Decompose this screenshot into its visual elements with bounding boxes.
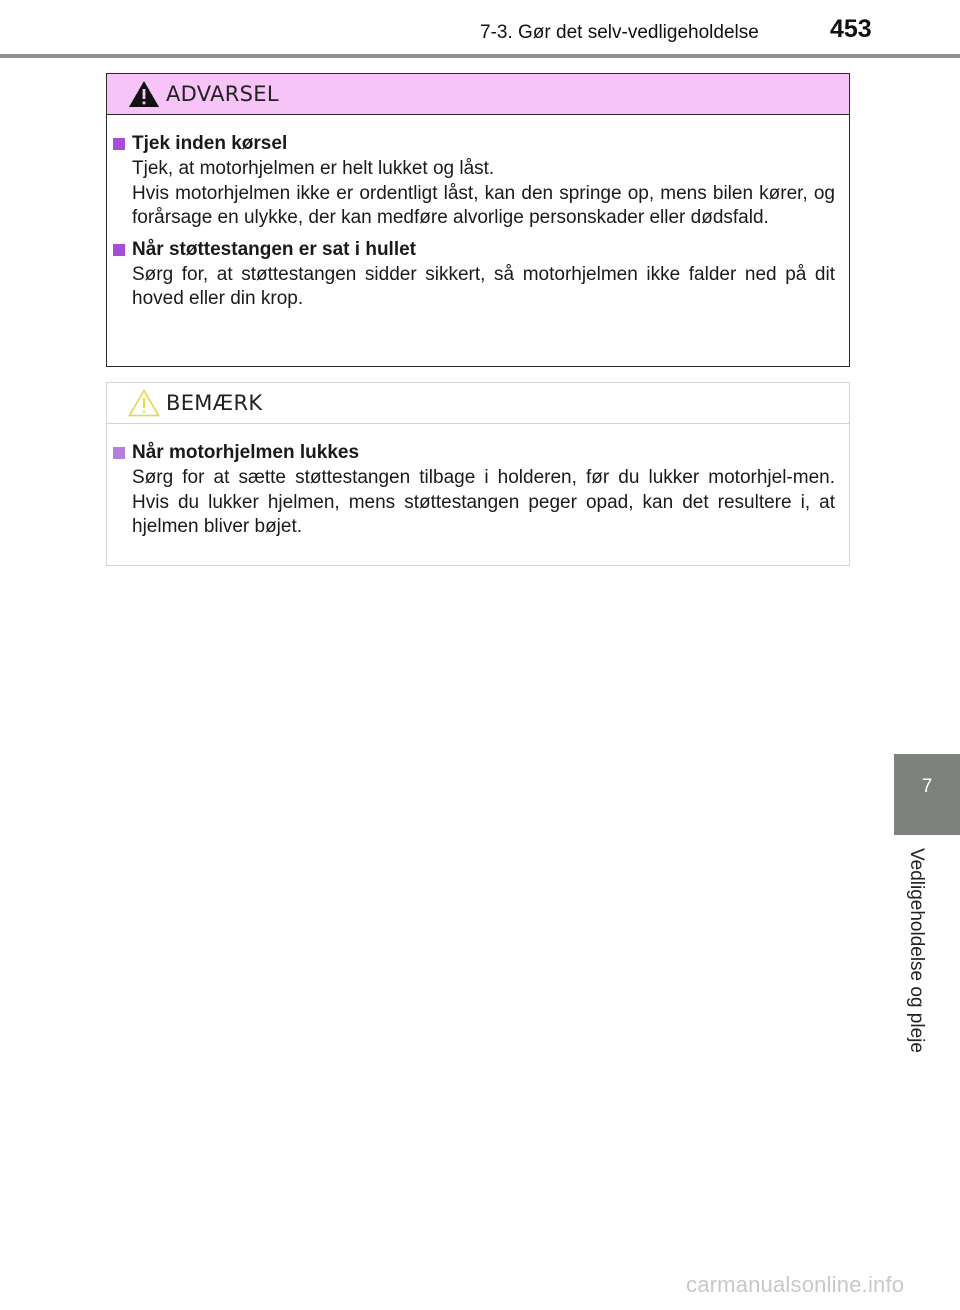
notice-item	[113, 440, 835, 540]
warning-label: ADVARSEL	[166, 82, 279, 106]
item-paragraph: Sørg for, at støttestangen sidder sikkert, så motorhjelmen ikke falder ned på dit hoved eller din krop.	[132, 263, 835, 309]
warning-item	[113, 131, 835, 231]
watermark: carmanualsonline.info	[686, 1272, 905, 1297]
notice-box-body	[107, 424, 849, 540]
warning-box-header	[107, 74, 849, 115]
bullet-square-icon	[113, 244, 125, 256]
notice-box	[106, 382, 850, 566]
section-title: 7-3. Gør det selv-vedligeholdelse	[480, 22, 759, 43]
item-paragraph: Hvis motorhjelmen ikke er ordentligt låst, kan den springe op, mens bilen kører, og forårsage en ulykke, der kan medføre alvorlige personskader eller dødsfald.	[132, 182, 835, 228]
item-paragraph: Tjek, at motorhjelmen er helt lukket og låst.	[132, 158, 495, 179]
chapter-number: 7	[921, 776, 933, 797]
item-heading: Når motorhjelmen lukkes	[132, 442, 360, 463]
notice-box-header	[107, 383, 849, 424]
warning-box	[106, 73, 850, 367]
warning-box-body	[107, 115, 849, 312]
item-heading: Når støttestangen er sat i hullet	[132, 238, 417, 260]
chapter-label: Vedligeholdelse og pleje	[906, 848, 927, 1053]
warning-item	[113, 237, 835, 312]
bullet-square-icon	[113, 138, 125, 150]
item-heading: Tjek inden kørsel	[132, 133, 288, 154]
notice-triangle-icon	[127, 388, 161, 418]
header-divider	[0, 54, 960, 58]
notice-label: BEMÆRK	[166, 391, 263, 415]
warning-triangle-icon	[127, 79, 161, 109]
bullet-square-icon	[113, 447, 125, 459]
chapter-tab	[894, 754, 960, 835]
page-number: 453	[830, 15, 872, 43]
item-paragraph: Sørg for at sætte støttestangen tilbage i holderen, før du lukker motorhjel-men. Hvis du lukker hjelmen, mens støttestangen peger opad, kan det resultere i, at hjelmen bliver bøjet.	[132, 467, 835, 537]
